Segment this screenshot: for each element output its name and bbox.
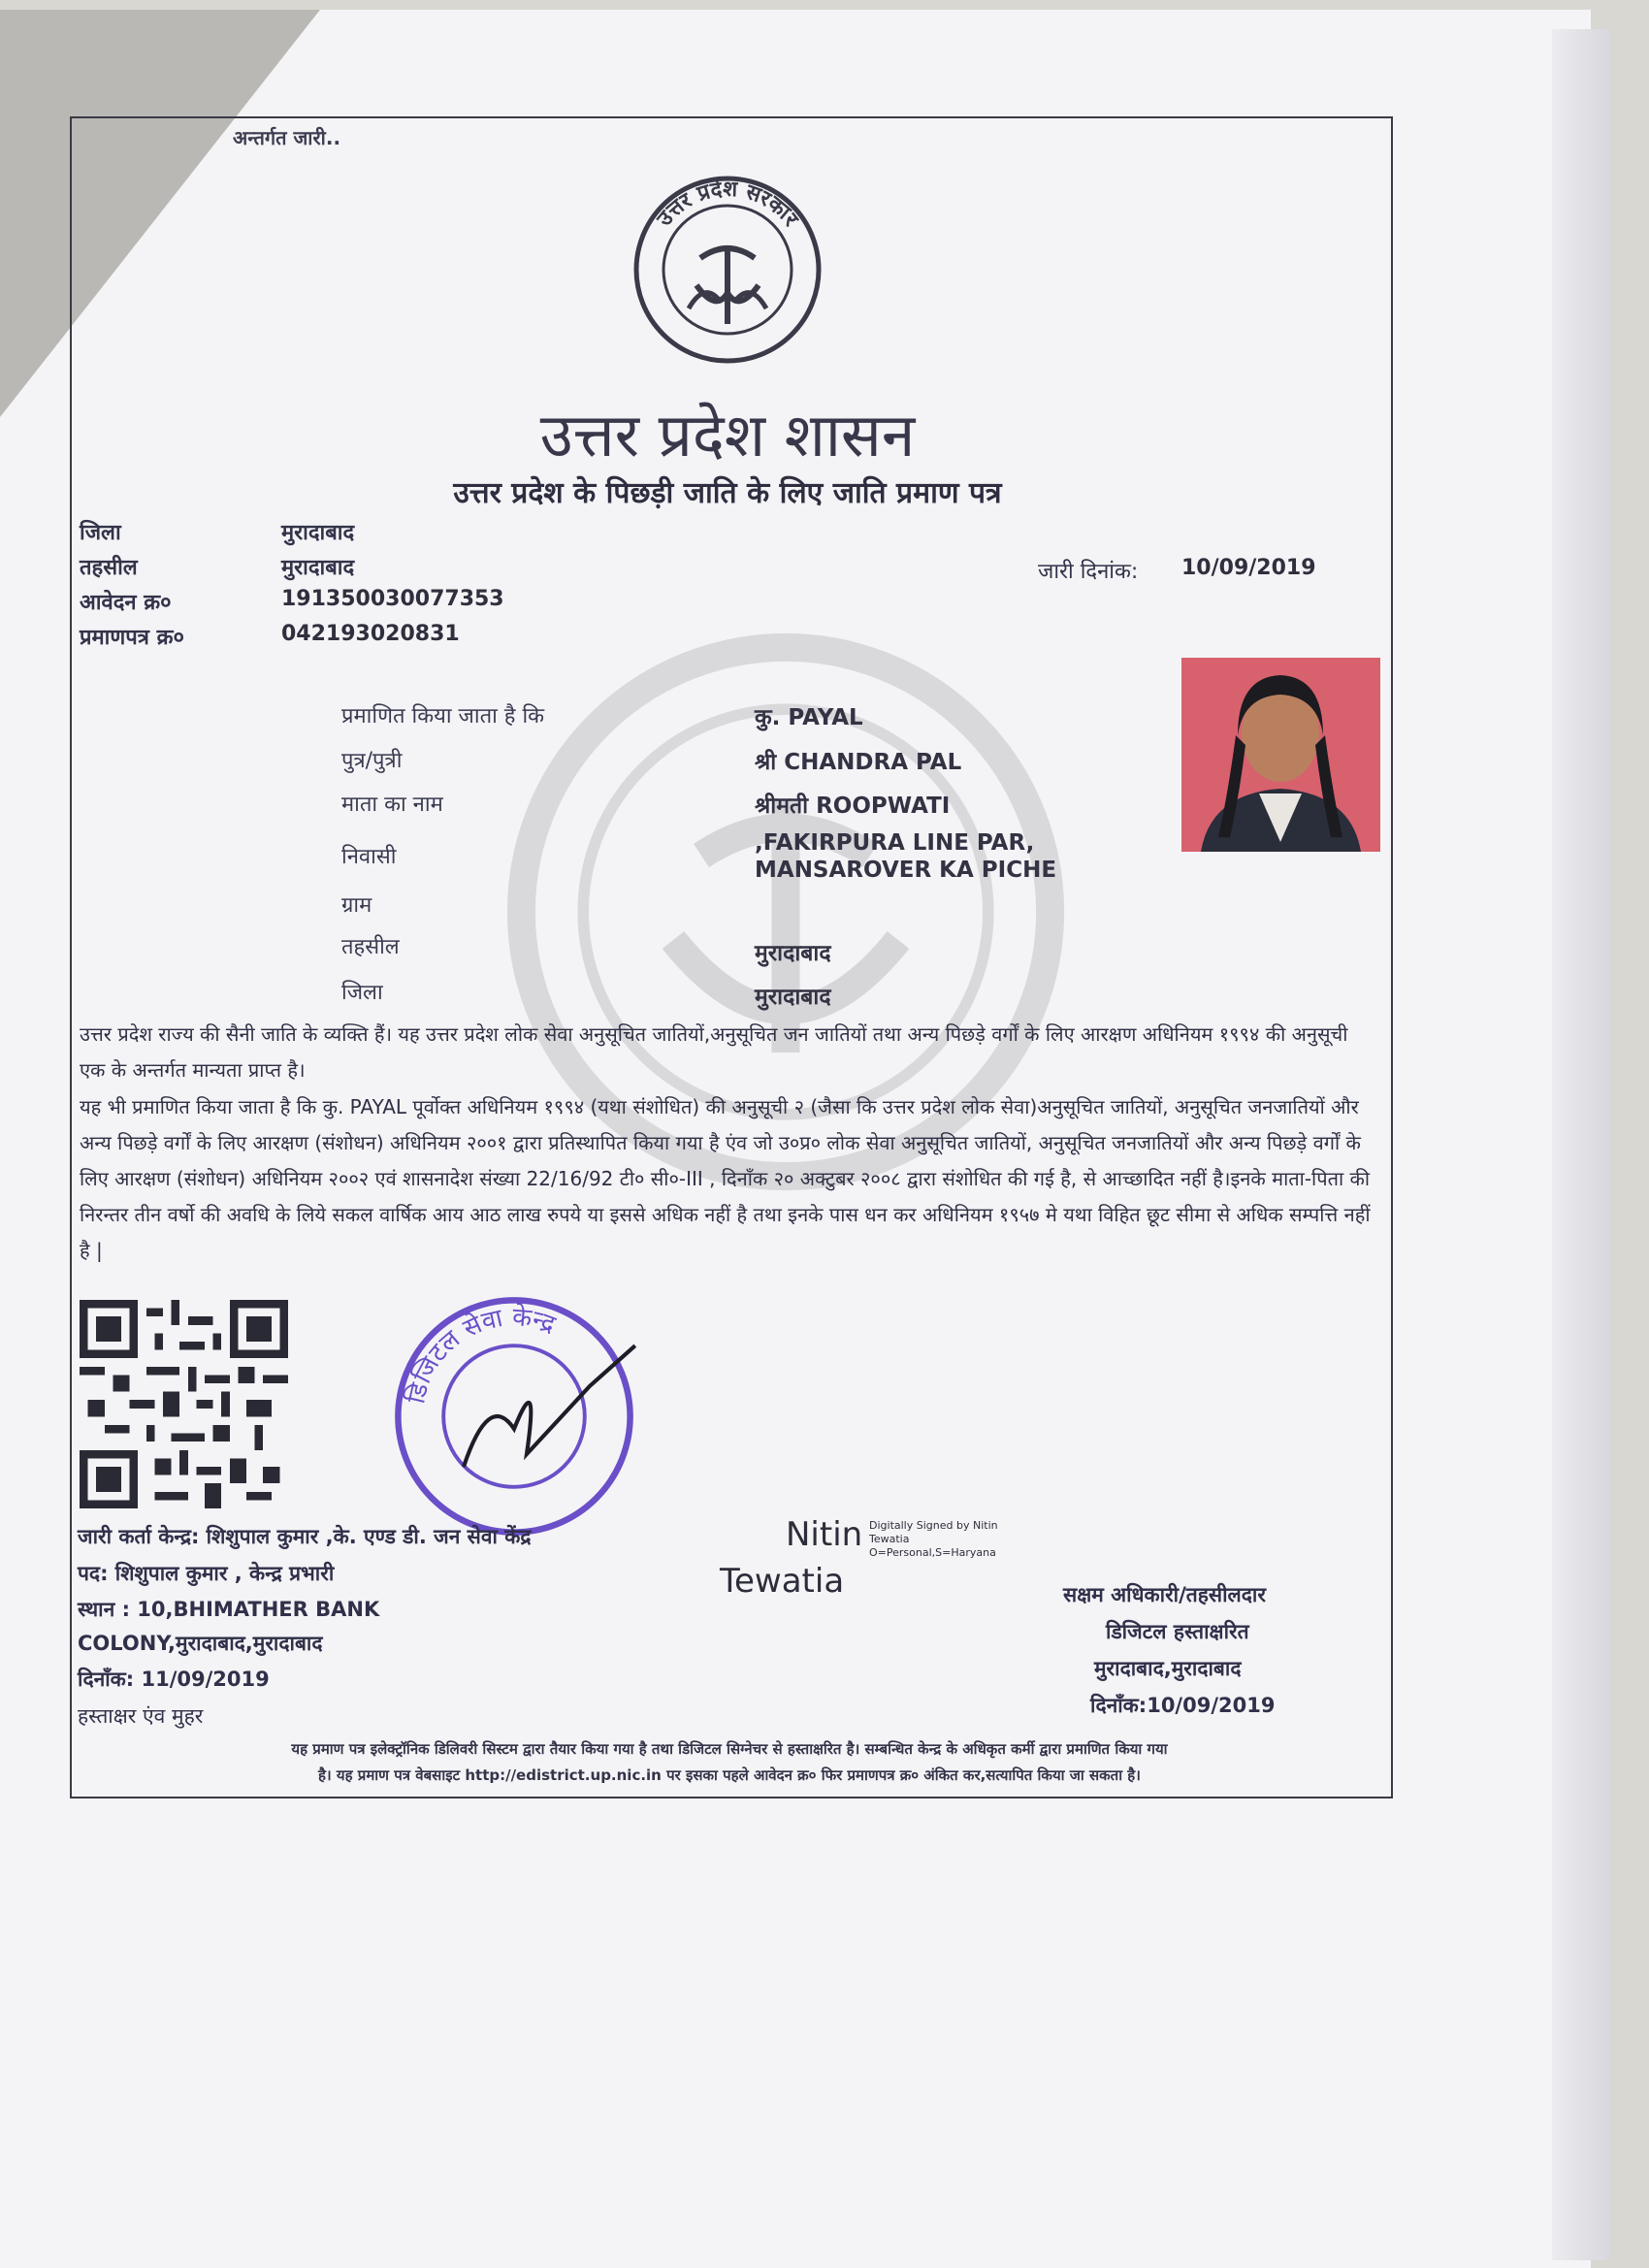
footer-line-1: यह प्रमाण पत्र इलेक्ट्रॉनिक डिलिवरी सिस्टम द्वारा तैयार किया गया है तथा डिजिटल सिग्नेचर से हस्ताक्षरित है। सम्बन्धित केन्द्र के अधिकृत कर्मी द्वारा प्रमाणित किया गया: [291, 1740, 1168, 1758]
footer-note: [70, 1736, 1389, 1789]
authority-title: सक्षम अधिकारी/तहसीलदार: [1063, 1583, 1266, 1606]
certified-label: प्रमाणित किया जाता है कि: [341, 704, 545, 729]
person-tehsil-value: मुरादाबाद: [755, 941, 831, 966]
applicant-photo: [1181, 658, 1380, 852]
district-label: जिला: [80, 521, 121, 545]
paper-edge: [1552, 29, 1610, 2260]
portrait-icon: [1181, 658, 1380, 852]
relation-label: पुत्र/पुत्री: [341, 749, 403, 773]
certificate-label: प्रमाणपत्र क्र०: [80, 626, 184, 650]
address-line-1: ,FAKIRPURA LINE PAR,: [755, 830, 1035, 856]
mother-name: श्रीमती ROOPWATI: [755, 794, 951, 819]
person-district-value: मुरादाबाद: [755, 985, 831, 1010]
issuer-place-line-1: स्थान : 10,BHIMATHER BANK: [78, 1598, 380, 1621]
emblem-caption: [630, 173, 824, 367]
eligibility-paragraph: यह भी प्रमाणित किया जाता है कि कु. PAYAL पूर्वोक्त अधिनियम १९९४ (यथा संशोधित) की अनुसूची २ (जैसा कि उत्तर प्रदेश लोक सेवा)अनुसूचित जातियों, अनुसूचित जनजातियों और अन्य पिछड़े वर्गों के लिए आरक्षण (संशोधन) अधिनियम २००१ द्वारा प्रतिस्थापित किया गया है एंव जो उ०प्र० लोक सेवा अनुसूचित जातियों, अनुसूचित जनजातियों और अन्य पिछड़े वर्गों के लिए आरक्षण (संशोधन) अधिनियम २००२ एवं शासनादेश संख्या 22/16/92 टी० सी०-III , दिनाँक २० अक्टुबर २००८ द्वारा संशोधित की गई है, से आच्छादित नहीं है।इनके माता-पिता की निरन्तर तीन वर्षो की अवधि के लिये सकल वार्षिक आय आठ लाख रुपये या इससे अधिक नहीं है तथा इनके पास धन कर अधिनियम १९५७ मे यथा विहित छूट सीमा से अधिक सम्पत्ति नहीं है |: [80, 1095, 1371, 1262]
certificate-subtitle: उत्तर प्रदेश के पिछड़ी जाति के लिए जाति प्रमाण पत्र: [453, 476, 1002, 510]
address-line-2: MANSAROVER KA PICHE: [755, 858, 1057, 883]
certificate-number: 042193020831: [281, 622, 460, 646]
footer-line-2: है। यह प्रमाण पत्र वेबसाइट http://edistrict.up.nic.in पर इसका पहले आवेदन क्र० फिर प्रमाणपत्र क्र० अंकित कर,सत्यापित किया जा सकता है।: [318, 1766, 1141, 1784]
digital-sign-note-1: Digitally Signed by Nitin: [869, 1519, 998, 1532]
father-name: श्री CHANDRA PAL: [755, 750, 962, 775]
issuer-sign-label: हस्ताक्षर एंव मुहर: [78, 1704, 204, 1728]
applicant-name: कु. PAYAL: [755, 705, 863, 730]
resident-label: निवासी: [341, 845, 397, 869]
person-district-label: जिला: [341, 981, 383, 1005]
issuer-place-line-2: COLONY,मुरादाबाद,मुरादाबाद: [78, 1632, 323, 1655]
authority-digital: डिजिटल हस्ताक्षरित: [1106, 1620, 1249, 1643]
village-label: ग्राम: [341, 893, 372, 918]
header-note: अन्तर्गत जारी..: [233, 126, 341, 149]
caste-paragraph: उत्तर प्रदेश राज्य की सैनी जाति के व्यक्ति हैं। यह उत्तर प्रदेश लोक सेवा अनुसूचित जातियों,अनुसूचित जन जातियों तथा अन्य पिछड़े वर्गों के लिए आरक्षण अधिनियम १९९४ की अनुसूची एक के अन्तर्गत मान्यता प्राप्त है।: [80, 1022, 1348, 1082]
authority-date: दिनाँक:10/09/2019: [1090, 1694, 1276, 1717]
digital-sign-note-2: Tewatia: [869, 1533, 910, 1545]
issuer-post: पद: शिशुपाल कुमार , केन्द्र प्रभारी: [78, 1562, 335, 1585]
certificate-sheet: [0, 10, 1591, 2268]
digital-sign-note-3: O=Personal,S=Haryana: [869, 1546, 996, 1559]
mother-label: माता का नाम: [341, 793, 443, 817]
svg-text:डिजिटल सेवा केन्द्र: डिजिटल सेवा केन्द्र: [402, 1302, 560, 1407]
qr-code: [80, 1300, 288, 1508]
tehsil-value: मुरादाबाद: [281, 556, 355, 580]
application-number: 191350030077353: [281, 587, 504, 611]
tehsil-label: तहसील: [80, 556, 138, 580]
person-tehsil-label: तहसील: [341, 935, 400, 959]
svg-text:उत्तर प्रदेश सरकार: उत्तर प्रदेश सरकार: [652, 177, 803, 232]
issuer-center: जारी कर्ता केन्द्र: शिशुपाल कुमार ,के. एण्ड डी. जन सेवा केंद्र: [78, 1525, 532, 1548]
page-title: उत्तर प्रदेश शासन: [539, 400, 916, 470]
official-stamp: [388, 1290, 640, 1542]
issue-date-label: जारी दिनांक:: [1038, 560, 1139, 584]
digital-signer-first: Nitin: [786, 1515, 863, 1554]
issuer-date: दिनाँक: 11/09/2019: [78, 1668, 270, 1691]
issue-date-value: 10/09/2019: [1181, 556, 1316, 580]
digital-signer-last: Tewatia: [720, 1562, 845, 1601]
application-label: आवेदन क्र०: [80, 591, 172, 615]
authority-location: मुरादाबाद,मुरादाबाद: [1094, 1657, 1242, 1680]
district-value: मुरादाबाद: [281, 521, 355, 545]
